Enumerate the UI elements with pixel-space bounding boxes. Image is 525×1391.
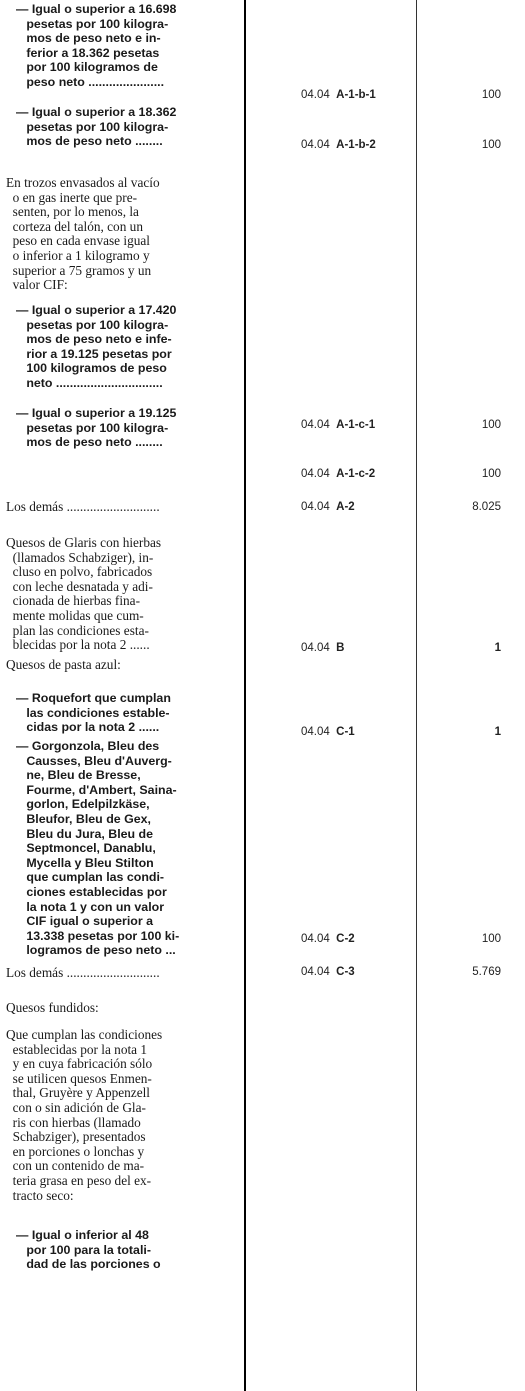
tariff-code-subheading: C-1 (336, 726, 355, 738)
tariff-code-number: 04.04 (301, 89, 330, 101)
tariff-code-subheading: C-3 (336, 966, 355, 978)
description-block: — Roquefort que cumplan las condiciones estable- cidas por la nota 2 ...... (16, 691, 171, 735)
tariff-code-number: 04.04 (301, 726, 330, 738)
description-block: Quesos fundidos: (6, 1000, 99, 1015)
tariff-code-number: 04.04 (301, 139, 330, 151)
tariff-code-subheading: A-2 (336, 501, 355, 513)
column-rule-right (416, 0, 417, 1391)
tariff-value: 1 (494, 726, 501, 738)
tariff-code-number: 04.04 (301, 501, 330, 513)
column-rule-left (244, 0, 246, 1391)
tariff-code-number: 04.04 (301, 966, 330, 978)
description-block: — Igual o superior a 17.420 pesetas por 100 kilogra- mos de peso neto e infe- rior a 19.125 pesetas por 100 kilogramos de peso neto ............................... (16, 303, 177, 390)
tariff-value: 5.769 (472, 966, 501, 978)
tariff-code-subheading: A-1-c-2 (336, 468, 376, 480)
tariff-value: 100 (481, 468, 501, 480)
description-block: Quesos de pasta azul: (6, 657, 121, 672)
tariff-code-number: 04.04 (301, 468, 330, 480)
description-block: Quesos de Glaris con hierbas (llamados Schabziger), in- cluso en polvo, fabricados con leche desnatada y adi- cionada de hierbas fina- mente molidas que cum- plan las condiciones esta- blecidas por la nota 2 ...... (6, 535, 162, 653)
tariff-code (301, 642, 344, 654)
tariff-code (301, 468, 375, 480)
tariff-value: 100 (481, 139, 501, 151)
description-block: — Igual o superior a 19.125 pesetas por 100 kilogra- mos de peso neto ........ (16, 406, 177, 450)
description-block: En trozos envasados al vacío o en gas inerte que pre- senten, por lo menos, la corteza del talón, con un peso en cada envase igual o inferior a 1 kilogramo y superior a 75 gramos y un valor CIF: (6, 175, 160, 293)
tariff-value: 100 (481, 419, 501, 431)
tariff-code (301, 966, 355, 978)
tariff-value: 1 (494, 642, 501, 654)
tariff-code (301, 726, 355, 738)
tariff-code (301, 89, 376, 101)
tariff-code-subheading: C-2 (336, 933, 355, 945)
tariff-value: 100 (481, 933, 501, 945)
description-block: — Igual o superior a 18.362 pesetas por 100 kilogra- mos de peso neto ........ (16, 105, 177, 149)
tariff-code-number: 04.04 (301, 933, 330, 945)
tariff-code-number: 04.04 (301, 642, 330, 654)
tariff-code-number: 04.04 (301, 419, 330, 431)
description-block: Los demás ............................ (6, 499, 160, 514)
tariff-code (301, 501, 355, 513)
description-block: Que cumplan las condiciones establecidas por la nota 1 y en cuya fabricación sólo se utilicen quesos Enmen- thal, Gruyère y Appenzell con o sin adición de Gla- ris con hierbas (llamado Schabziger), presentados en porciones o lonchas y con un contenido de ma- teria grasa en peso del ex- tracto seco: (6, 1027, 163, 1203)
description-block: — Igual o inferior al 48 por 100 para la totali- dad de las porciones o (16, 1228, 161, 1272)
tariff-value: 8.025 (472, 501, 501, 513)
tariff-code (301, 419, 375, 431)
tariff-code (301, 139, 376, 151)
tariff-code-subheading: B (336, 642, 345, 654)
tariff-value: 100 (481, 89, 501, 101)
tariff-code-subheading: A-1-b-2 (336, 139, 376, 151)
tariff-code-subheading: A-1-b-1 (336, 89, 376, 101)
description-block: — Gorgonzola, Bleu des Causses, Bleu d'Auverg- ne, Bleu de Bresse, Fourme, d'Ambert, Saina- gorlon, Edelpilzkäse, Bleufor, Bleu de Gex, Bleu du Jura, Bleu de Septmoncel, Danablu, Mycella y Bleu Stilton que cumplan las condi- ciones establecidas por la nota 1 y con un valor CIF igual o superior a 13.338 pesetas por 100 ki- logramos de peso neto ... (16, 739, 180, 958)
description-block: — Igual o superior a 16.698 pesetas por 100 kilogra- mos de peso neto e in- ferior a 18.362 pesetas por 100 kilogramos de peso neto ...................... (16, 2, 177, 89)
tariff-code (301, 933, 355, 945)
description-block: Los demás ............................ (6, 965, 160, 980)
tariff-code-subheading: A-1-c-1 (336, 419, 376, 431)
